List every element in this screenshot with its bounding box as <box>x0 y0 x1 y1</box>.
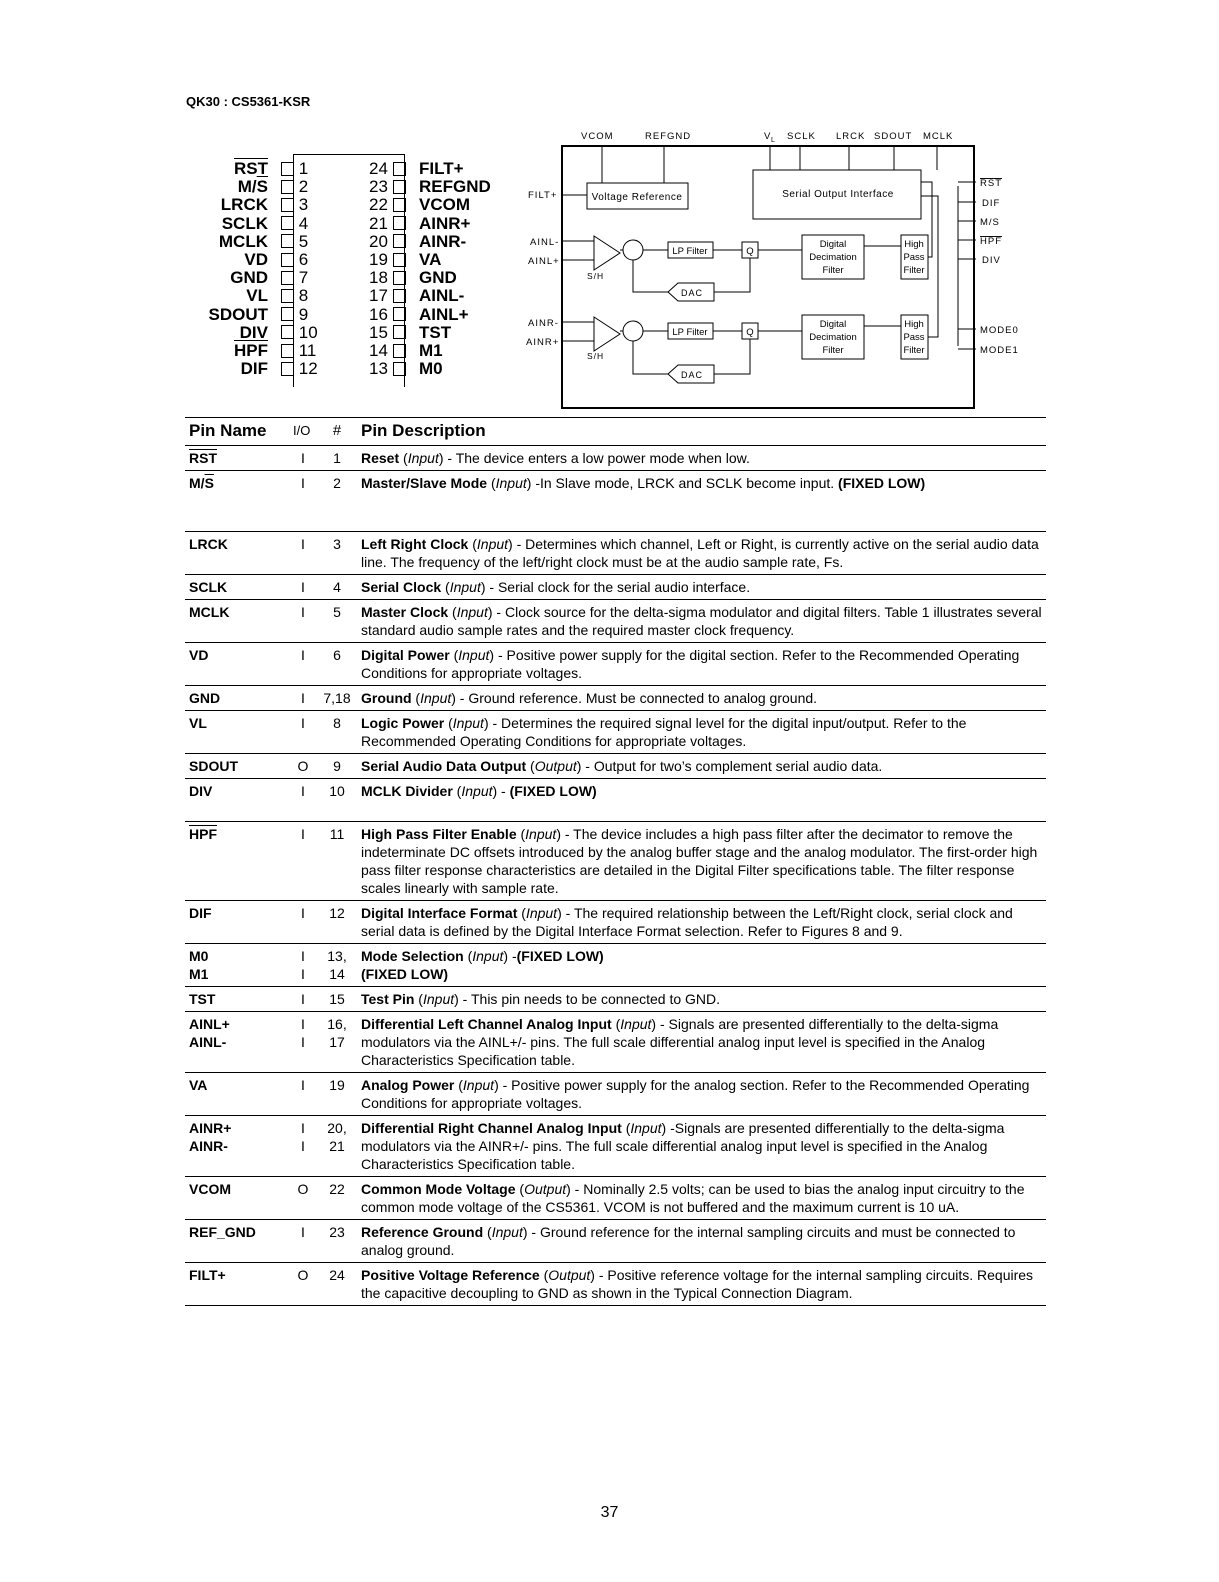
pin-number-right: 20 <box>369 233 406 251</box>
pin-description-cell: Analog Power (Input) - Positive power supply for the analog section. Refer to the Recommended Operating Conditions for appropriate voltages. <box>361 1077 1030 1111</box>
left-dd-label-1: Digital <box>819 239 847 250</box>
pin-name-cell: VL <box>189 715 207 731</box>
pin-description-cell: Digital Power (Input) - Positive power supply for the digital section. Refer to the Recommended Operating Conditions for appropriate voltages. <box>361 647 1020 681</box>
pin-label-right: M1 <box>419 341 443 360</box>
pin-io-cell: I <box>301 579 305 595</box>
pin-number-cell: 5 <box>333 604 341 620</box>
pin-label-right: AINL+ <box>419 304 469 324</box>
left-hp-label-3: Filter <box>903 265 925 276</box>
table-row <box>185 987 1046 1012</box>
pin-number-right: 19 <box>369 251 406 269</box>
left-dd-label-2: Decimation <box>809 252 857 263</box>
pin-label-left: GND <box>230 268 268 288</box>
table-row <box>185 822 1046 901</box>
table-row <box>185 1012 1046 1073</box>
label-refgnd: REFGND <box>645 131 692 142</box>
label-mode1: MODE1 <box>980 345 1019 356</box>
pin-description-cell: Common Mode Voltage (Output) - Nominally 2.5 volts; can be used to bias the analog input circuitry to the common mode voltage of the CS5361. VCOM is not buffered and the maximum current is 10 uA. <box>361 1181 1025 1215</box>
pin-label-left: $\overline{RST}$ <box>234 159 268 178</box>
right-hp-label-2: Pass <box>903 332 925 343</box>
pin-number-right: 15 <box>369 324 406 342</box>
pin-name-cell: $\overline{HPF}$ <box>189 826 217 842</box>
pin-name-cell: $\overline{RST}$ <box>189 450 217 466</box>
pin-label-left: MCLK <box>218 231 268 251</box>
pin-number-left: 11 <box>281 342 316 360</box>
pin-label-right: AINR+ <box>419 213 471 233</box>
pin-io-cell: I <box>301 604 305 620</box>
pin-label-left: SCLK <box>221 213 268 233</box>
header-number: # <box>332 422 342 439</box>
pin-description-cell: Reset (Input) - The device enters a low power mode when low. <box>361 450 750 466</box>
pin-label-right: M0 <box>419 359 443 379</box>
pin-number-cell: 23 <box>329 1224 345 1240</box>
pin-number-left: 4 <box>281 215 308 233</box>
pin-description-table <box>185 417 1046 1306</box>
pin-io-cell: O <box>297 758 309 774</box>
table-row <box>185 686 1046 711</box>
right-hp-label-1: High <box>904 319 924 330</box>
table-row <box>185 471 1046 532</box>
pin-number-cell: 3 <box>333 536 341 552</box>
table-row <box>185 1116 1046 1177</box>
pin-name-cell: $M/\overline{S}$ <box>189 475 214 491</box>
left-summer <box>623 240 643 260</box>
pin-io-cell: I <box>301 1077 305 1093</box>
table-row <box>185 754 1046 779</box>
pin-description-cell: Reference Ground (Input) - Ground reference for the internal sampling circuits and must be connected to analog ground. <box>361 1224 1016 1258</box>
pin-number-cell: 12 <box>329 905 345 921</box>
right-dd-label-1: Digital <box>819 319 847 330</box>
pin-io-cell: I <box>301 1224 305 1240</box>
pin-label-left: SDOUT <box>208 304 268 324</box>
pin-name-cell: GND <box>189 690 221 706</box>
pin-label-left: DIF <box>240 359 268 379</box>
pin-label-left: VD <box>244 250 268 269</box>
pin-number-cell: 9 <box>333 758 341 774</box>
pin-number-cell: 8 <box>333 715 341 731</box>
table-row <box>185 446 1046 471</box>
pin-label-left: $M/\overline{S}$ <box>237 177 268 197</box>
table-row <box>185 575 1046 600</box>
pin-description-cell: Test Pin (Input) - This pin needs to be connected to GND. <box>361 991 721 1007</box>
right-dd-label-3: Filter <box>822 345 844 356</box>
pin-description-cell: Logic Power (Input) - Determines the required signal level for the digital input/output. Refer to the Recommended Operating Conditions for appropriate voltages. <box>361 715 967 749</box>
pin-description-cell: Ground (Input) - Ground reference. Must be connected to analog ground. <box>361 690 818 706</box>
label-sh-left: S/H <box>587 271 605 281</box>
pin-io-cell: I <box>301 715 305 731</box>
label-hpf: HPF <box>980 236 1002 247</box>
pin-label-right: VCOM <box>419 195 470 215</box>
pin-name-cell: VD <box>189 647 209 663</box>
pin-description-cell: MCLK Divider (Input) - (FIXED LOW) <box>361 783 597 799</box>
table-row <box>185 944 1046 987</box>
pin-io-cell: O <box>297 1181 309 1197</box>
pin-number-left: 2 <box>281 178 308 196</box>
table-row <box>185 1263 1046 1306</box>
label-ainr-plus: AINR+ <box>526 337 560 348</box>
pin-name-cell: M0 M1 <box>189 948 209 982</box>
table-row <box>185 1177 1046 1220</box>
pin-label-right: FILT+ <box>419 159 464 178</box>
pin-number-cell: 1 <box>333 450 341 466</box>
header-io: I/O <box>293 423 311 438</box>
pin-io-cell: I <box>301 783 305 799</box>
pin-io-cell: I I <box>301 1120 305 1154</box>
pin-io-cell: I <box>301 450 305 466</box>
page-number: 37 <box>600 1504 619 1521</box>
pin-number-cell: 20, 21 <box>327 1120 347 1154</box>
pin-number-left: 5 <box>281 233 308 251</box>
pin-name-cell: REF_GND <box>189 1224 256 1240</box>
pin-number-cell: 7,18 <box>323 690 351 706</box>
label-vl: V <box>764 131 772 142</box>
table-row <box>185 779 1046 822</box>
pin-name-cell: MCLK <box>189 604 230 620</box>
pin-label-left: DIV <box>239 322 268 342</box>
pin-name-cell: SDOUT <box>189 758 238 774</box>
right-dac-label: DAC <box>680 370 704 380</box>
pin-number-cell: 11 <box>329 826 345 842</box>
pin-number-right: 16 <box>369 306 406 324</box>
pin-description-cell: Master Clock (Input) - Clock source for the delta-sigma modulator and digital filters. Table 1 illustrates several standard audio sample rates and the required master clock frequency. <box>361 604 1042 638</box>
pin-io-cell: I <box>301 536 305 552</box>
label-rst: RST <box>980 178 1002 189</box>
label-mode0: MODE0 <box>980 325 1019 336</box>
pin-label-right: GND <box>419 268 457 288</box>
pin-number-cell: 19 <box>329 1077 345 1093</box>
pin-number-right: 23 <box>369 178 406 196</box>
right-dd-label-2: Decimation <box>809 332 857 343</box>
pin-number-cell: 15 <box>329 991 345 1007</box>
label-lrck: LRCK <box>836 131 866 142</box>
left-dd-label-3: Filter <box>822 265 844 276</box>
label-sh-right: S/H <box>587 351 605 361</box>
label-ainl-minus: AINL- <box>530 237 560 248</box>
table-row <box>185 600 1046 643</box>
right-hp-label-3: Filter <box>903 345 925 356</box>
pin-number-cell: 10 <box>329 783 345 799</box>
table-row <box>185 901 1046 944</box>
left-hp-label-1: High <box>904 239 924 250</box>
table-row <box>185 711 1046 754</box>
left-lp-label: LP Filter <box>672 246 708 257</box>
pin-description-cell: Master/Slave Mode (Input) -In Slave mode, LRCK and SCLK become input. (FIXED LOW) <box>361 475 926 491</box>
pin-io-cell: I <box>301 826 305 842</box>
pin-number-cell: 6 <box>333 647 341 663</box>
pin-io-cell: I I <box>301 1016 305 1050</box>
pin-name-cell: LRCK <box>189 536 228 552</box>
label-ainr-minus: AINR- <box>528 318 559 329</box>
pin-number-right: 21 <box>369 215 406 233</box>
pin-name-cell: SCLK <box>189 579 228 595</box>
pin-name-cell: VA <box>189 1077 208 1093</box>
pin-number-left: 9 <box>281 306 308 324</box>
right-lp-label: LP Filter <box>672 327 708 338</box>
label-mclk: MCLK <box>923 131 954 142</box>
header-description: Pin Description <box>361 421 486 440</box>
pin-label-left: $\overline{HPF}$ <box>234 341 268 360</box>
pin-number-left: 10 <box>281 324 318 342</box>
pin-number-right: 22 <box>369 196 406 214</box>
pin-io-cell: I <box>301 647 305 663</box>
pin-name-cell: AINL+ AINL- <box>189 1016 230 1050</box>
pin-name-cell: VCOM <box>189 1181 231 1197</box>
label-ms: M/S <box>980 217 1000 228</box>
header-pin-name: Pin Name <box>189 421 267 440</box>
pin-number-right: 18 <box>369 269 406 287</box>
label-ainl-plus: AINL+ <box>528 256 560 267</box>
pin-description-cell: Serial Audio Data Output (Output) - Output for two’s complement serial audio data. <box>361 758 883 774</box>
pin-number-left: 12 <box>281 360 318 378</box>
pin-label-right: VA <box>419 250 442 269</box>
pin-name-cell: FILT+ <box>189 1267 226 1283</box>
pinout-diagram <box>200 160 500 400</box>
pin-number-left: 6 <box>281 251 308 269</box>
pin-io-cell: I <box>301 991 305 1007</box>
pin-number-right: 17 <box>369 287 406 305</box>
pin-description-cell: Differential Left Channel Analog Input (Input) - Signals are presented differentially to the delta-sigma modulators via the AINL+/- pins. The full scale differential analog input level is specified in the Analog Characteristics Specification table. <box>361 1016 999 1068</box>
left-sh-amp <box>594 236 620 270</box>
left-dac-label: DAC <box>680 288 704 298</box>
pin-number-cell: 2 <box>333 475 341 491</box>
pin-io-cell: O <box>297 1267 309 1283</box>
pin-description-cell: Left Right Clock (Input) - Determines which channel, Left or Right, is currently active on the serial audio data line. The frequency of the left/right clock must be at the audio sample rate, Fs. <box>361 536 1039 570</box>
pin-number-left: 1 <box>281 160 308 178</box>
pin-number-right: 24 <box>369 160 406 178</box>
table-row <box>185 532 1046 575</box>
table-row <box>185 1220 1046 1263</box>
pin-description-cell: High Pass Filter Enable (Input) - The device includes a high pass filter after the decimator to remove the indeterminate DC offsets introduced by the analog buffer stage and the analog modulator. The first-order high pass filter response characteristics are detailed in the Digital Filter specifications table. The filter response scales linearly with sample rate. <box>361 826 1038 896</box>
pin-description-cell: Positive Voltage Reference (Output) - Positive reference voltage for the internal sampling circuits. Requires the capacitive decoupling to GND as shown in the Typical Connection Diagram. <box>361 1267 1034 1301</box>
pin-number-cell: 13, 14 <box>327 948 347 982</box>
page-title: QK30 : CS5361-KSR <box>186 94 311 109</box>
table-row <box>185 643 1046 686</box>
pin-name-cell: AINR+ AINR- <box>189 1120 232 1154</box>
pin-io-cell: I <box>301 475 305 491</box>
pin-number-left: 3 <box>281 196 308 214</box>
pin-number-cell: 16, 17 <box>327 1016 347 1050</box>
pin-label-left: VL <box>246 286 268 306</box>
pin-io-cell: I I <box>301 948 305 982</box>
label-sclk: SCLK <box>787 131 816 142</box>
serial-output-label: Serial Output Interface <box>782 189 894 200</box>
pin-description-cell: Serial Clock (Input) - Serial clock for the serial audio interface. <box>361 579 751 595</box>
pin-name-cell: TST <box>189 991 216 1007</box>
right-summer <box>623 321 643 341</box>
pin-description-cell: Differential Right Channel Analog Input (Input) -Signals are presented differentially to the delta-sigma modulators via the AINR+/- pins. The full scale differential analog input level is specified in the Analog Characteristics Specification table. <box>361 1120 1005 1172</box>
pin-number-cell: 22 <box>329 1181 345 1197</box>
label-dif: DIF <box>982 198 1001 209</box>
right-sh-amp <box>594 317 620 351</box>
pin-description-cell: Mode Selection (Input) -(FIXED LOW) (FIXED LOW) <box>361 948 604 982</box>
block-diagram <box>520 126 1030 412</box>
pin-label-right: AINL- <box>419 286 465 306</box>
pin-number-left: 8 <box>281 287 308 305</box>
pin-number-cell: 4 <box>333 579 341 595</box>
label-div: DIV <box>982 255 1001 266</box>
pin-io-cell: I <box>301 690 305 706</box>
pin-number-right: 14 <box>369 342 406 360</box>
pin-number-right: 13 <box>369 360 406 378</box>
pin-number-cell: 24 <box>329 1267 345 1283</box>
pin-label-left: LRCK <box>220 195 268 215</box>
pin-label-right: REFGND <box>419 177 491 197</box>
label-vl-sub: L <box>771 137 776 144</box>
label-filt: FILT+ <box>528 190 558 201</box>
pin-name-cell: DIF <box>189 905 212 921</box>
left-q-label: Q <box>746 246 754 257</box>
right-q-label: Q <box>746 327 754 338</box>
label-vcom: VCOM <box>581 131 614 142</box>
pin-label-right: TST <box>419 322 452 342</box>
pin-io-cell: I <box>301 905 305 921</box>
table-row <box>185 1073 1046 1116</box>
pin-name-cell: DIV <box>189 783 213 799</box>
voltage-reference-label: Voltage Reference <box>591 192 683 203</box>
label-sdout: SDOUT <box>874 131 913 142</box>
pin-number-left: 7 <box>281 269 308 287</box>
pin-label-right: AINR- <box>419 231 467 251</box>
left-hp-label-2: Pass <box>903 252 925 263</box>
pin-description-cell: Digital Interface Format (Input) - The required relationship between the Left/Right clock, serial clock and serial data is defined by the Digital Interface Format selection. Refer to Figures 8 and 9. <box>361 905 1013 939</box>
table-header <box>185 418 1046 446</box>
